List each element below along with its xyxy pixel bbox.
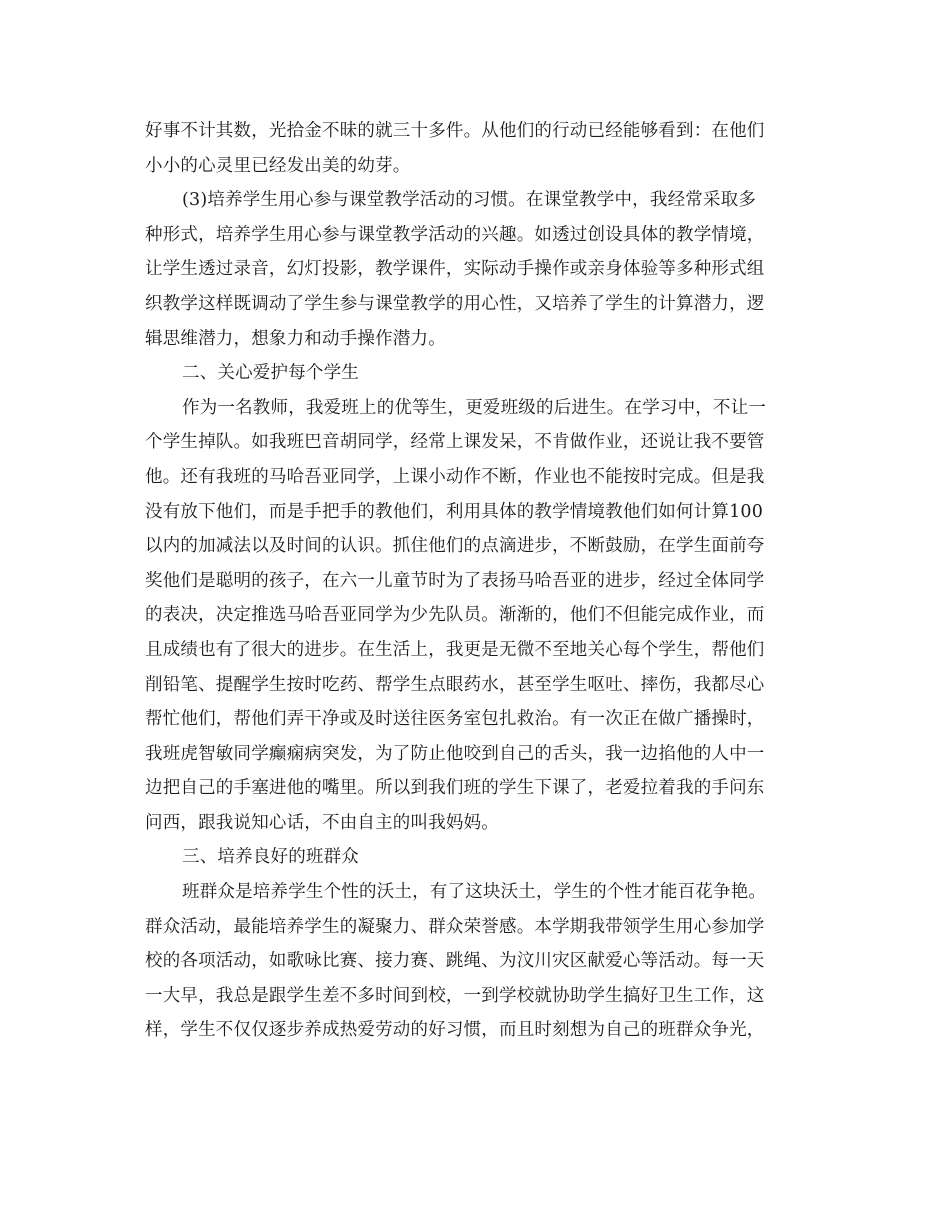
- text-line: 他。还有我班的马哈吾亚同学，上课小动作不断，作业也不能按时完成。但是我: [145, 466, 765, 487]
- body-text: [145, 114, 805, 1048]
- text-line: 三、培养良好的班群众: [182, 847, 359, 868]
- text-line: (3)培养学生用心参与课堂教学活动的习惯。在课堂教学中，我经常采取多: [182, 190, 757, 211]
- text-line: 个学生掉队。如我班巴音胡同学，经常上课发呆，不肯做作业，还说让我不要管: [145, 432, 765, 453]
- text-line: 辑思维潜力，想象力和动手操作潜力。: [145, 328, 446, 349]
- text-line: 帮忙他们，帮他们弄干净或及时送往医务室包扎救治。有一次正在做广播操时，: [145, 709, 765, 730]
- text-line: 没有放下他们，而是手把手的教他们，利用具体的教学情境教他们如何计算100: [145, 501, 764, 522]
- text-line: 以内的加减法以及时间的认识。抓住他们的点滴进步，不断鼓励，在学生面前夸: [145, 536, 765, 557]
- text-line: 问西，跟我说知心话，不由自主的叫我妈妈。: [145, 812, 499, 833]
- text-line: 小小的心灵里已经发出美的幼芽。: [145, 155, 411, 176]
- text-line: 织教学这样既调动了学生参与课堂教学的用心性，又培养了学生的计算潜力，逻: [145, 293, 765, 314]
- text-line: 班群众是培养学生个性的沃土，有了这块沃土，学生的个性才能百花争艳。: [182, 882, 767, 903]
- text-line: 我班虎智敏同学癫痫病突发，为了防止他咬到自己的舌头，我一边掐他的人中一: [145, 743, 765, 764]
- text-line: 校的各项活动，如歌咏比赛、接力赛、跳绳、为汶川灾区献爱心等活动。每一天: [145, 951, 765, 972]
- text-line: 削铅笔、提醒学生按时吃药、帮学生点眼药水，甚至学生呕吐、摔伤，我都尽心: [145, 674, 765, 695]
- text-line: 且成绩也有了很大的进步。在生活上，我更是无微不至地关心每个学生，帮他们: [145, 639, 765, 660]
- text-line: 作为一名教师，我爱班上的优等生，更爱班级的后进生。在学习中，不让一: [182, 397, 767, 418]
- text-line: 种形式，培养学生用心参与课堂教学活动的兴趣。如透过创设具体的教学情境，: [145, 224, 765, 245]
- text-line: 二、关心爱护每个学生: [182, 363, 359, 384]
- text-line: 群众活动，最能培养学生的凝聚力、群众荣誉感。本学期我带领学生用心参加学: [145, 916, 765, 937]
- text-line: 让学生透过录音，幻灯投影，教学课件，实际动手操作或亲身体验等多种形式组: [145, 259, 765, 280]
- text-line: 边把自己的手塞进他的嘴里。所以到我们班的学生下课了，老爱拉着我的手问东: [145, 778, 765, 799]
- text-line: 一大早，我总是跟学生差不多时间到校，一到学校就协助学生搞好卫生工作，这: [145, 985, 765, 1006]
- text-line: 好事不计其数，光拾金不昧的就三十多件。从他们的行动已经能够看到：在他们: [145, 121, 765, 141]
- text-line: 样，学生不仅仅逐步养成热爱劳动的好习惯，而且时刻想为自己的班群众争光，: [145, 1020, 765, 1041]
- text-line: 奖他们是聪明的孩子，在六一儿童节时为了表扬马哈吾亚的进步，经过全体同学: [145, 570, 765, 591]
- text-line: 的表决，决定推选马哈吾亚同学为少先队员。渐渐的，他们不但能完成作业，而: [145, 605, 765, 626]
